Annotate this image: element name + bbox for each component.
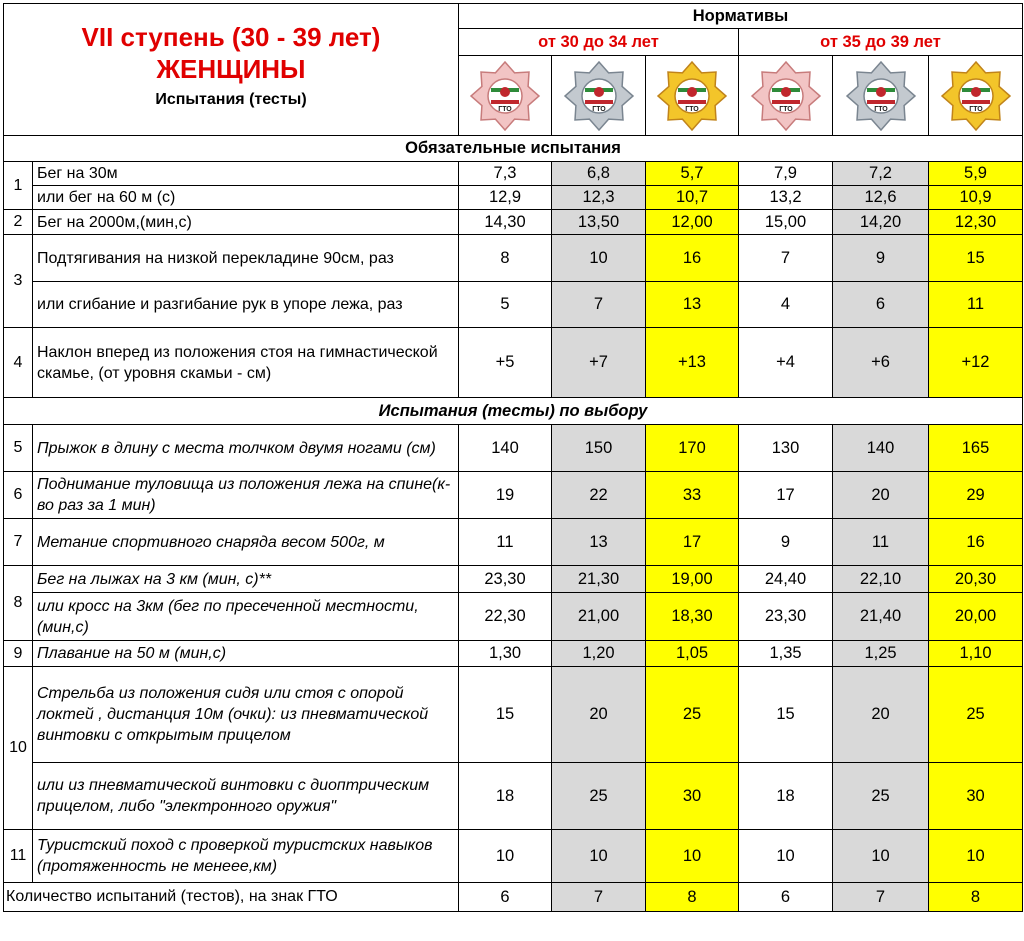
norm-value: 19 bbox=[459, 472, 552, 519]
gto-norms-table bbox=[3, 3, 1023, 912]
norm-value: 21,40 bbox=[833, 593, 929, 641]
norm-value: 1,20 bbox=[552, 641, 646, 667]
table-row bbox=[4, 162, 1023, 186]
norm-value: 25 bbox=[646, 667, 739, 763]
norm-value: 21,00 bbox=[552, 593, 646, 641]
norm-value: 170 bbox=[646, 425, 739, 472]
norm-value: 10 bbox=[552, 235, 646, 282]
test-number: 10 bbox=[4, 667, 33, 830]
norm-value: 15 bbox=[739, 667, 833, 763]
footer-label: Количество испытаний (тестов), на знак ГТО bbox=[4, 883, 459, 912]
table-row bbox=[4, 210, 1023, 235]
norm-value: +12 bbox=[929, 328, 1023, 398]
stage-title: VII ступень (30 - 39 лет) bbox=[81, 22, 381, 52]
footer-value: 6 bbox=[459, 883, 552, 912]
norm-value: 22 bbox=[552, 472, 646, 519]
test-name: Бег на 30м bbox=[33, 162, 459, 186]
norm-value: 18 bbox=[459, 763, 552, 830]
norm-value: 10 bbox=[739, 830, 833, 883]
norm-value: 22,30 bbox=[459, 593, 552, 641]
table-row bbox=[4, 830, 1023, 883]
norms-header: Нормативы bbox=[459, 4, 1023, 29]
footer-value: 7 bbox=[552, 883, 646, 912]
norm-value: 16 bbox=[646, 235, 739, 282]
norm-value: 1,05 bbox=[646, 641, 739, 667]
test-name: Прыжок в длину с места толчком двумя ногами (см) bbox=[33, 425, 459, 472]
norm-value: 30 bbox=[646, 763, 739, 830]
norm-value: 20,00 bbox=[929, 593, 1023, 641]
norm-value: 11 bbox=[929, 282, 1023, 328]
norm-value: 13 bbox=[646, 282, 739, 328]
table-row bbox=[4, 472, 1023, 519]
test-number: 8 bbox=[4, 566, 33, 641]
test-name: или из пневматической винтовки с диоптрическим прицелом, либо "электронного оружия" bbox=[33, 763, 459, 830]
table-row bbox=[4, 566, 1023, 593]
norm-value: 12,6 bbox=[833, 186, 929, 210]
norm-value: 1,10 bbox=[929, 641, 1023, 667]
norm-value: 13 bbox=[552, 519, 646, 566]
gender-title: ЖЕНЩИНЫ bbox=[156, 54, 306, 84]
norm-value: 24,40 bbox=[739, 566, 833, 593]
norm-value: 23,30 bbox=[459, 566, 552, 593]
norm-value: 7,3 bbox=[459, 162, 552, 186]
bronze-gto-badge-icon bbox=[469, 61, 541, 131]
test-name: Стрельба из положения сидя или стоя с опорой локтей , дистанция 10м (очки): из пневматической винтовки с открытым прицелом bbox=[33, 667, 459, 763]
badge-cell bbox=[459, 56, 552, 136]
table-row bbox=[4, 519, 1023, 566]
norm-value: 33 bbox=[646, 472, 739, 519]
test-name: Туристский поход с проверкой туристских навыков (протяженность не менеее,км) bbox=[33, 830, 459, 883]
badge-label: ГТО bbox=[498, 105, 512, 113]
norm-value: 5 bbox=[459, 282, 552, 328]
section-mandatory: Обязательные испытания bbox=[4, 136, 1023, 162]
badge-cell bbox=[552, 56, 646, 136]
norm-value: +6 bbox=[833, 328, 929, 398]
norm-value: 17 bbox=[646, 519, 739, 566]
footer-value: 8 bbox=[646, 883, 739, 912]
norm-value: 18 bbox=[739, 763, 833, 830]
norm-value: 20,30 bbox=[929, 566, 1023, 593]
test-number: 4 bbox=[4, 328, 33, 398]
age-group-30-34: от 30 до 34 лет bbox=[459, 29, 739, 56]
badge-label: ГТО bbox=[873, 105, 888, 113]
norm-value: 11 bbox=[833, 519, 929, 566]
norm-value: 21,30 bbox=[552, 566, 646, 593]
badge-cell bbox=[929, 56, 1023, 136]
test-number: 2 bbox=[4, 210, 33, 235]
norm-value: 23,30 bbox=[739, 593, 833, 641]
norm-value: 30 bbox=[929, 763, 1023, 830]
norm-value: 10 bbox=[459, 830, 552, 883]
badge-label: ГТО bbox=[968, 105, 983, 113]
norm-value: 5,7 bbox=[646, 162, 739, 186]
test-name: Плавание на 50 м (мин,с) bbox=[33, 641, 459, 667]
footer-value: 7 bbox=[833, 883, 929, 912]
norm-value: 7,2 bbox=[833, 162, 929, 186]
norm-value: 18,30 bbox=[646, 593, 739, 641]
norm-value: 5,9 bbox=[929, 162, 1023, 186]
norm-value: 25 bbox=[552, 763, 646, 830]
norm-value: 1,30 bbox=[459, 641, 552, 667]
table-row bbox=[4, 667, 1023, 763]
norm-value: 19,00 bbox=[646, 566, 739, 593]
norm-value: 13,2 bbox=[739, 186, 833, 210]
table-row bbox=[4, 641, 1023, 667]
silver-gto-badge-icon bbox=[563, 61, 635, 131]
norm-value: +13 bbox=[646, 328, 739, 398]
norm-value: 1,25 bbox=[833, 641, 929, 667]
test-number: 11 bbox=[4, 830, 33, 883]
norm-value: 22,10 bbox=[833, 566, 929, 593]
test-name: Подтягивания на низкой перекладине 90см, раз bbox=[33, 235, 459, 282]
norm-value: 20 bbox=[552, 667, 646, 763]
norm-value: 7 bbox=[739, 235, 833, 282]
norm-value: +7 bbox=[552, 328, 646, 398]
test-name: Поднимание туловища из положения лежа на спине(к-во раз за 1 мин) bbox=[33, 472, 459, 519]
norm-value: 12,00 bbox=[646, 210, 739, 235]
footer-value: 8 bbox=[929, 883, 1023, 912]
norm-value: 7,9 bbox=[739, 162, 833, 186]
norm-value: 4 bbox=[739, 282, 833, 328]
test-name: Метание спортивного снаряда весом 500г, м bbox=[33, 519, 459, 566]
table-title-block bbox=[4, 4, 459, 136]
norm-value: 165 bbox=[929, 425, 1023, 472]
norm-value: 10 bbox=[833, 830, 929, 883]
norm-value: 15 bbox=[929, 235, 1023, 282]
badge-cell bbox=[833, 56, 929, 136]
norm-value: 7 bbox=[552, 282, 646, 328]
norm-value: 25 bbox=[929, 667, 1023, 763]
silver-gto-badge-icon bbox=[845, 61, 917, 131]
norm-value: 150 bbox=[552, 425, 646, 472]
test-number: 9 bbox=[4, 641, 33, 667]
norm-value: 12,3 bbox=[552, 186, 646, 210]
test-name: или сгибание и разгибание рук в упоре лежа, раз bbox=[33, 282, 459, 328]
section-optional: Испытания (тесты) по выбору bbox=[4, 398, 1023, 425]
gold-gto-badge-icon bbox=[656, 61, 728, 131]
table-row bbox=[4, 328, 1023, 398]
badge-label: ГТО bbox=[591, 105, 606, 113]
norm-value: 8 bbox=[459, 235, 552, 282]
norm-value: 10,7 bbox=[646, 186, 739, 210]
badge-label: ГТО bbox=[778, 105, 793, 113]
norm-value: 12,30 bbox=[929, 210, 1023, 235]
table-row bbox=[4, 235, 1023, 282]
table-row bbox=[4, 425, 1023, 472]
badge-cell bbox=[646, 56, 739, 136]
norm-value: 14,20 bbox=[833, 210, 929, 235]
norm-value: +5 bbox=[459, 328, 552, 398]
table-row bbox=[4, 186, 1023, 210]
norm-value: 6 bbox=[833, 282, 929, 328]
norm-value: 9 bbox=[833, 235, 929, 282]
test-name: или бег на 60 м (с) bbox=[33, 186, 459, 210]
norm-value: 140 bbox=[833, 425, 929, 472]
test-name: или кросс на 3км (бег по пресеченной местности, (мин,с) bbox=[33, 593, 459, 641]
test-number: 5 bbox=[4, 425, 33, 472]
norm-value: 130 bbox=[739, 425, 833, 472]
table-row bbox=[4, 593, 1023, 641]
norm-value: 10,9 bbox=[929, 186, 1023, 210]
bronze-gto-badge-icon bbox=[750, 61, 822, 131]
norm-value: 13,50 bbox=[552, 210, 646, 235]
norm-value: 20 bbox=[833, 472, 929, 519]
norm-value: 9 bbox=[739, 519, 833, 566]
table-row bbox=[4, 282, 1023, 328]
badge-cell bbox=[739, 56, 833, 136]
age-group-35-39: от 35 до 39 лет bbox=[739, 29, 1023, 56]
norm-value: 15,00 bbox=[739, 210, 833, 235]
norm-value: 140 bbox=[459, 425, 552, 472]
norm-value: 10 bbox=[929, 830, 1023, 883]
footer-value: 6 bbox=[739, 883, 833, 912]
norm-value: 16 bbox=[929, 519, 1023, 566]
norm-value: 10 bbox=[646, 830, 739, 883]
norm-value: 6,8 bbox=[552, 162, 646, 186]
norm-value: +4 bbox=[739, 328, 833, 398]
norm-value: 12,9 bbox=[459, 186, 552, 210]
norm-value: 17 bbox=[739, 472, 833, 519]
norm-value: 29 bbox=[929, 472, 1023, 519]
norm-value: 11 bbox=[459, 519, 552, 566]
norm-value: 10 bbox=[552, 830, 646, 883]
gold-gto-badge-icon bbox=[940, 61, 1012, 131]
norm-value: 25 bbox=[833, 763, 929, 830]
test-name: Бег на 2000м,(мин,с) bbox=[33, 210, 459, 235]
test-name: Наклон вперед из положения стоя на гимнастической скамье, (от уровня скамьи - см) bbox=[33, 328, 459, 398]
test-number: 6 bbox=[4, 472, 33, 519]
norm-value: 20 bbox=[833, 667, 929, 763]
test-number: 1 bbox=[4, 162, 33, 210]
test-name: Бег на лыжах на 3 км (мин, с)** bbox=[33, 566, 459, 593]
norm-value: 14,30 bbox=[459, 210, 552, 235]
norm-value: 1,35 bbox=[739, 641, 833, 667]
badge-label: ГТО bbox=[685, 105, 699, 113]
norm-value: 15 bbox=[459, 667, 552, 763]
table-row bbox=[4, 763, 1023, 830]
tests-subtitle: Испытания (тесты) bbox=[155, 91, 307, 108]
test-number: 7 bbox=[4, 519, 33, 566]
test-number: 3 bbox=[4, 235, 33, 328]
